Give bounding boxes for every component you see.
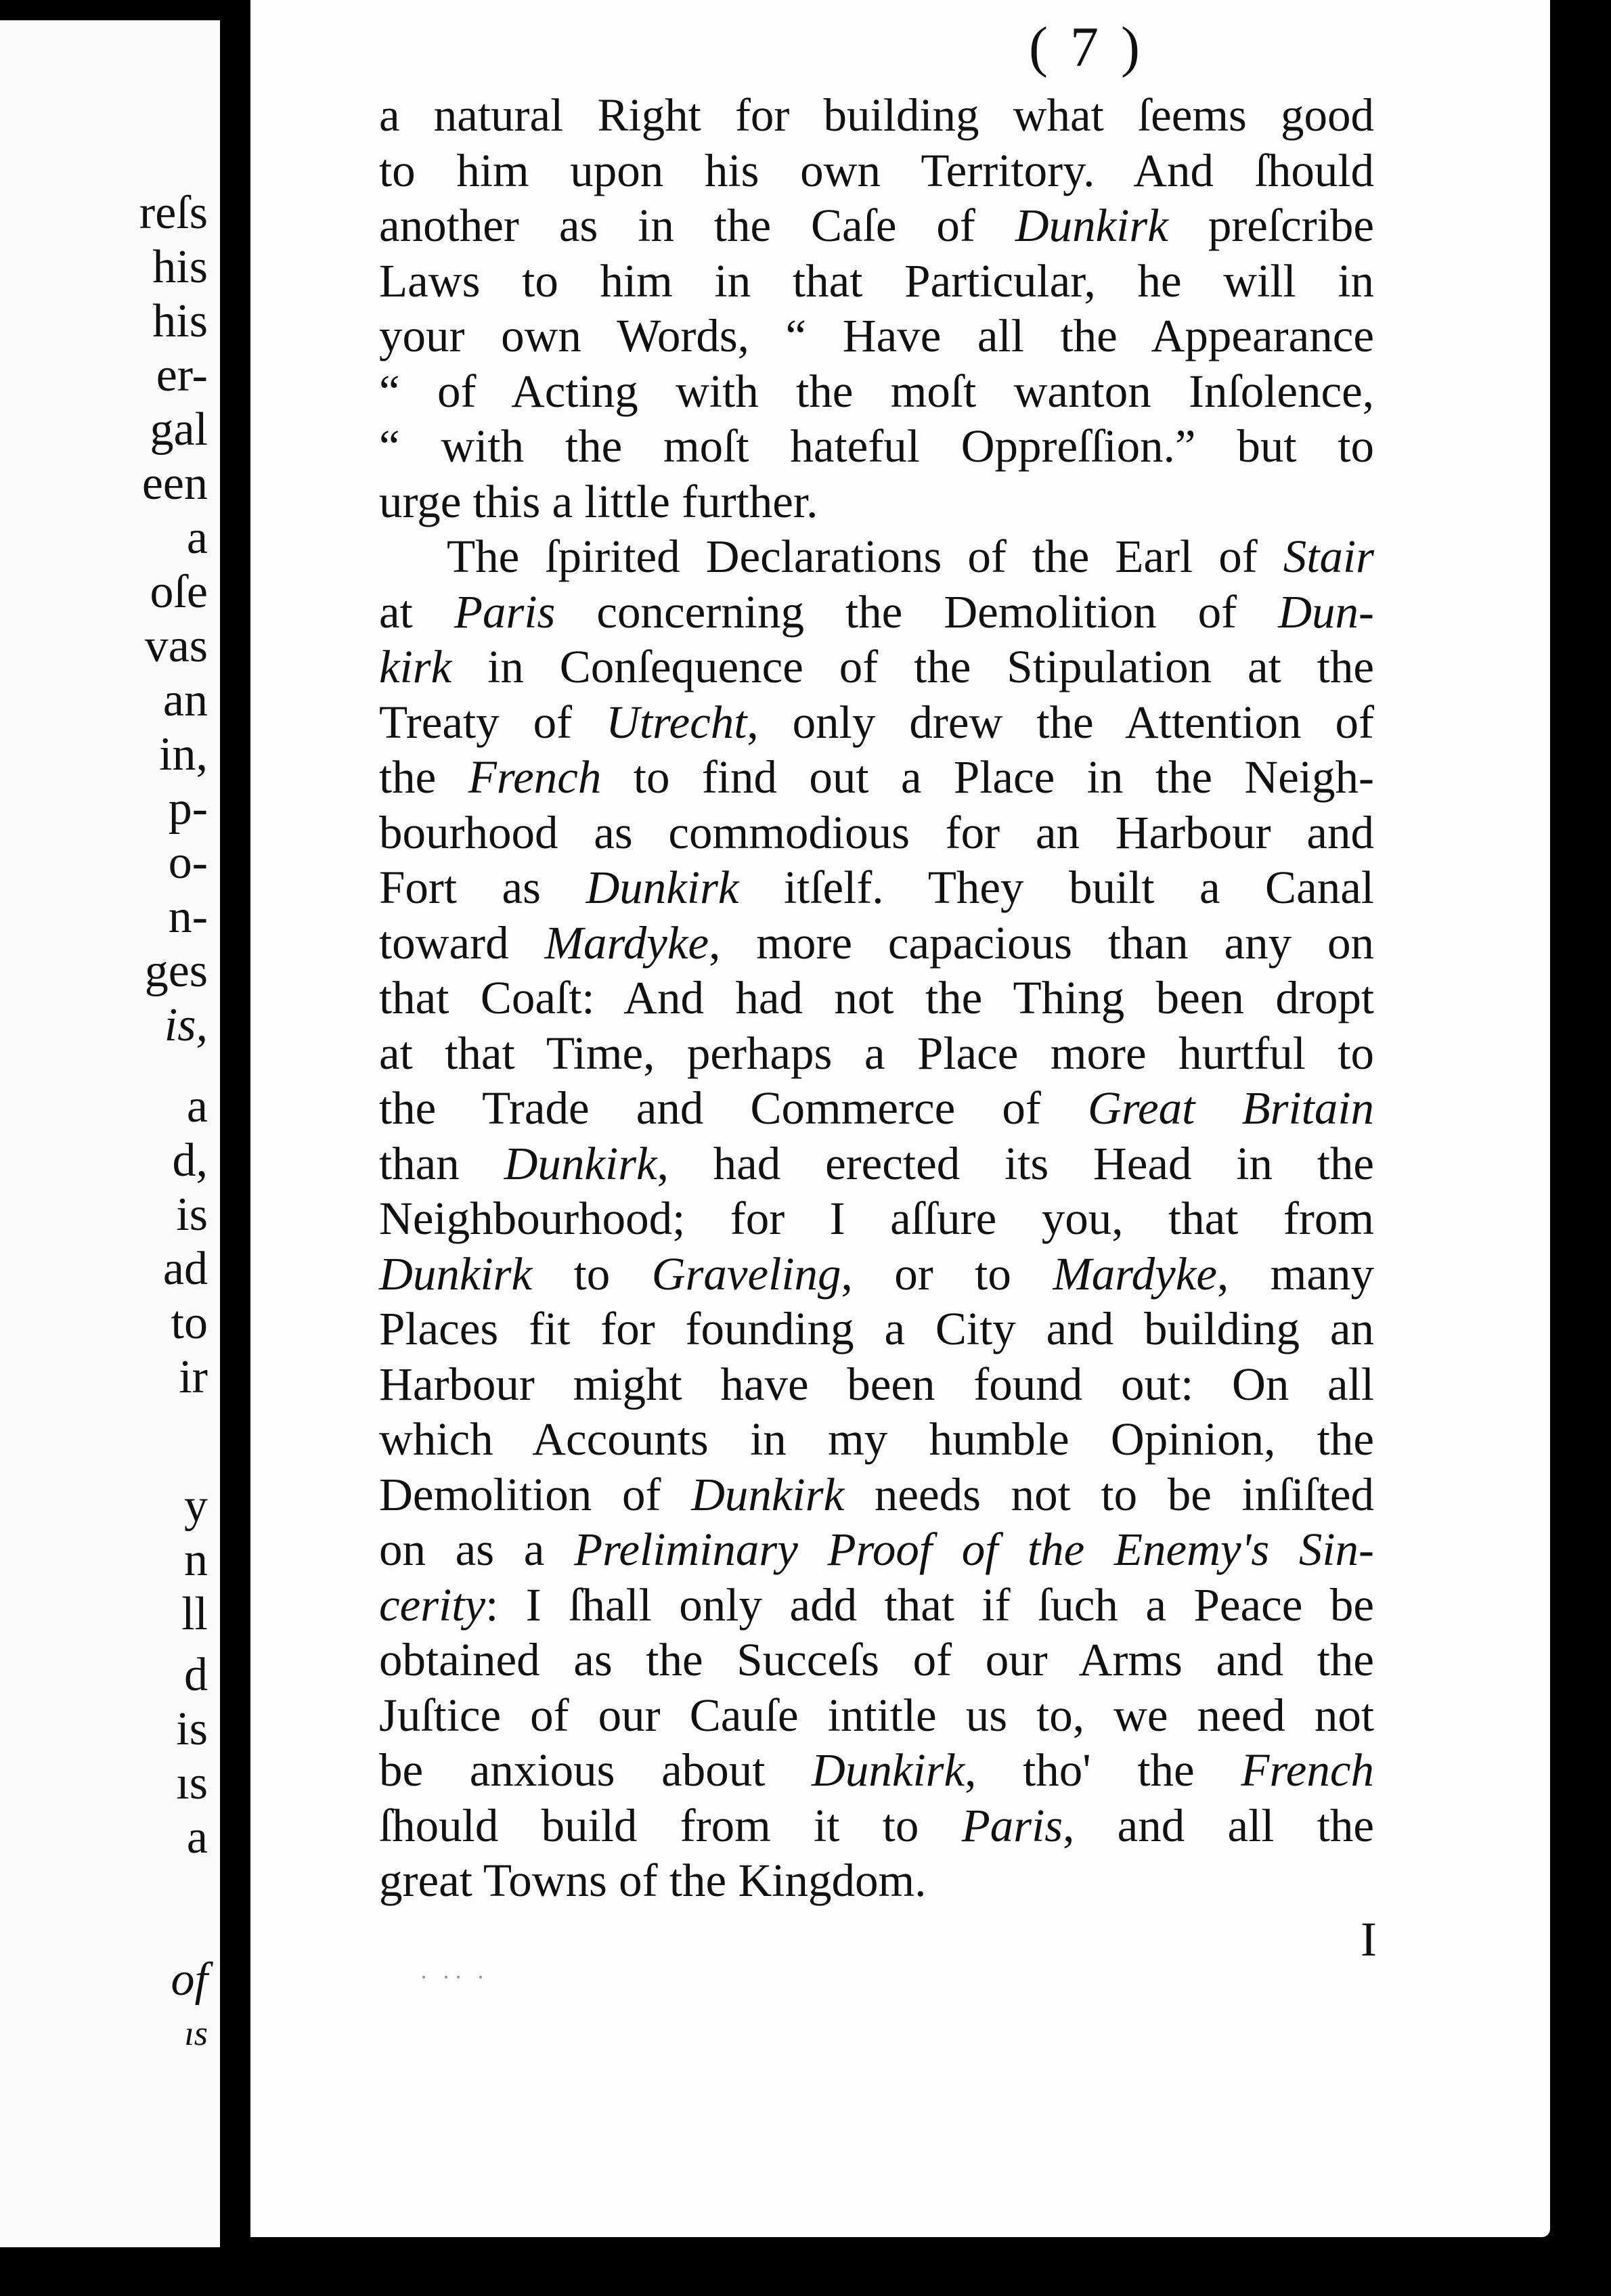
text-line: Places fit for founding a City and building an: [379, 1303, 1374, 1354]
text-line: which Accounts in my humble Opinion, the: [379, 1413, 1374, 1465]
italic-term: Dunkirk: [504, 1137, 657, 1189]
fragment-line: reſs: [139, 187, 208, 239]
fragment-line: is: [176, 1189, 208, 1241]
italic-term: Dunkirk: [379, 1248, 533, 1300]
page-number: ( 7 ): [1029, 16, 1144, 79]
fragment-line: his: [152, 295, 208, 347]
text-line: Harbour might have been found out: On all: [379, 1358, 1374, 1410]
text-line: to him upon his own Territory. And ſhould: [379, 144, 1374, 196]
text-line: obtained as the Succeſs of our Arms and the: [379, 1634, 1374, 1685]
body-text: [379, 88, 1374, 1909]
text-line: ſhould build from it to Paris, and all the: [379, 1799, 1374, 1851]
italic-term: Utrecht: [606, 696, 747, 748]
text-line: Treaty of Utrecht, only drew the Attention of: [379, 696, 1374, 748]
fragment-line: a: [186, 512, 208, 564]
fragment-line: ad: [162, 1243, 208, 1295]
italic-term: cerity: [379, 1578, 486, 1631]
text-line: the Trade and Commerce of Great Britain: [379, 1082, 1374, 1134]
italic-term: Stair: [1283, 531, 1374, 582]
italic-term: Dunkirk: [1015, 200, 1168, 251]
italic-term: Mardyke: [1053, 1248, 1217, 1300]
fragment-line: his: [152, 241, 208, 293]
text-line: “ of Acting with the moſt wanton Inſolence,: [379, 365, 1374, 417]
fragment-line: ıs: [176, 1757, 208, 1809]
italic-term: Paris: [961, 1799, 1063, 1851]
fragment-line: een: [141, 458, 208, 510]
text-line: Neighbourhood; for I aſſure you, that from: [379, 1193, 1374, 1244]
text-line: another as in the Caſe of Dunkirk preſcribe: [379, 200, 1374, 251]
fragment-line: p-: [168, 782, 208, 835]
italic-term: Paris: [454, 586, 556, 638]
text-line: a natural Right for building what ſeems good: [379, 89, 1374, 141]
text-line: kirk in Conſequence of the Stipulation at the: [379, 641, 1374, 692]
italic-term: Mardyke: [544, 917, 709, 969]
fragment-line: is,: [164, 999, 208, 1051]
fragment-line: ıs: [184, 2014, 208, 2053]
text-line: bourhood as commodious for an Harbour and: [379, 806, 1374, 858]
text-line: toward Mardyke, more capacious than any on: [379, 917, 1374, 969]
fragment-line: er-: [156, 349, 208, 401]
text-line: at Paris concerning the Demolition of Dun-: [379, 586, 1375, 638]
fragment-line: vas: [144, 620, 208, 672]
text-line: Fort as Dunkirk itſelf. They built a Canal: [379, 862, 1374, 913]
fragment-line: ll: [181, 1588, 208, 1640]
italic-term: French: [468, 751, 602, 803]
text-line: The ſpirited Declarations of the Earl of Stair: [447, 531, 1374, 582]
fragment-line: y: [184, 1480, 208, 1532]
italic-term: Graveling: [651, 1248, 841, 1300]
fragment-line: in,: [159, 728, 208, 780]
italic-term: Great Britain: [1087, 1082, 1374, 1134]
text-line: on as a Preliminary Proof of the Enemy's Sin-: [379, 1524, 1374, 1575]
fragment-line: d,: [172, 1134, 208, 1187]
text-line: cerity: I ſhall only add that if ſuch a Peace be: [379, 1578, 1374, 1631]
text-line: that Coaſt: And had not the Thing been dropt: [379, 972, 1374, 1023]
italic-term: Dun-: [1278, 586, 1375, 638]
fragment-line: is: [176, 1703, 208, 1755]
fragment-line: ges: [144, 945, 208, 997]
fragment-line: n: [184, 1534, 208, 1586]
text-line: your own Words, “ Have all the Appearance: [379, 310, 1374, 361]
text-line: Laws to him in that Particular, he will in: [379, 255, 1374, 307]
fragment-line: an: [162, 674, 208, 726]
text-line: than Dunkirk, had erected its Head in the: [379, 1137, 1375, 1189]
italic-term: kirk: [379, 641, 452, 692]
italic-term: French: [1241, 1744, 1374, 1796]
text-line: “ with the moſt hateful Oppreſſion.” but to: [379, 420, 1374, 472]
text-line: Juſtice of our Cauſe intitle us to, we need not: [379, 1689, 1374, 1741]
catchword: I: [1361, 1912, 1377, 1966]
print-specks: · ·· ·: [420, 1964, 489, 1991]
text-line: Demolition of Dunkirk needs not to be inſiſted: [379, 1468, 1374, 1520]
text-line: the French to find out a Place in the Neigh-: [379, 751, 1375, 803]
italic-term: Dunkirk: [586, 862, 739, 913]
fragment-line: ir: [179, 1351, 208, 1403]
fragment-line: to: [171, 1297, 208, 1349]
text-line: urge this a little further.: [379, 475, 818, 527]
fragment-line: gal: [150, 403, 208, 456]
text-line: great Towns of the Kingdom.: [379, 1855, 927, 1906]
text-line: Dunkirk to Graveling, or to Mardyke, many: [379, 1248, 1375, 1300]
fragment-line: d: [184, 1649, 208, 1701]
text-line: at that Time, perhaps a Place more hurtful to: [379, 1027, 1374, 1079]
fragment-line: oſe: [150, 566, 208, 618]
previous-page-fragment: [0, 20, 220, 2247]
italic-term: Preliminary Proof of the Enemy's Sin-: [573, 1524, 1374, 1575]
fragment-line: a: [186, 1811, 208, 1863]
text-line: be anxious about Dunkirk, tho' the French: [379, 1744, 1374, 1796]
fragment-line: o-: [168, 837, 208, 889]
book-gutter: [220, 0, 250, 2296]
fragment-line: n-: [168, 891, 208, 943]
italic-term: Dunkirk: [691, 1468, 845, 1520]
fragment-line: of: [171, 1953, 208, 2006]
fragment-line: a: [186, 1080, 208, 1132]
italic-term: Dunkirk: [812, 1744, 965, 1796]
